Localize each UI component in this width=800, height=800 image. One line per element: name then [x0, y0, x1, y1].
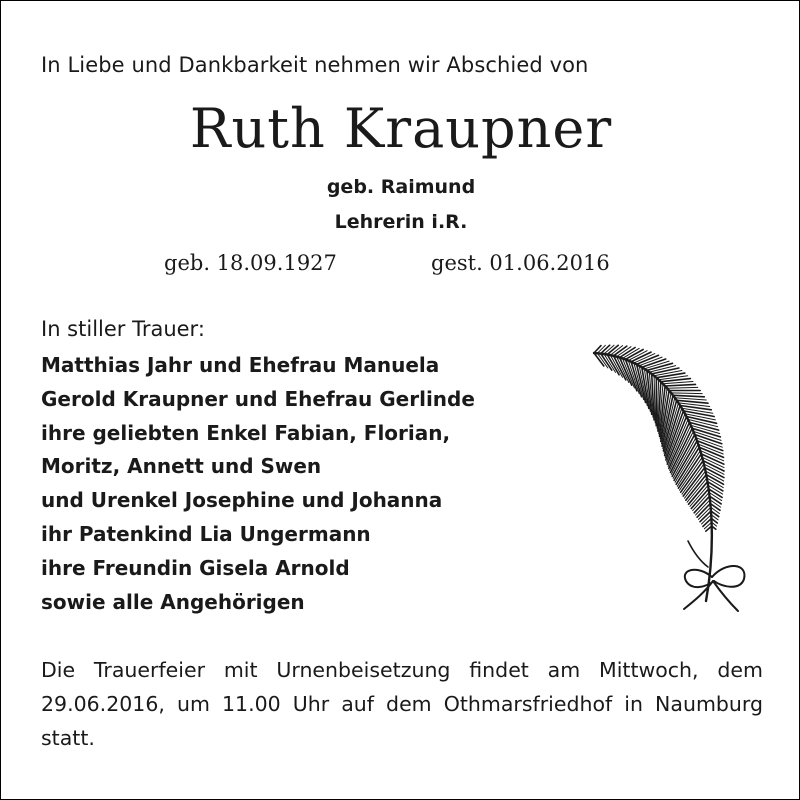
mourner-line: sowie alle Angehörigen	[41, 589, 305, 614]
maiden-name: geb. Raimund	[326, 176, 476, 198]
death-date: gest. 01.06.2016	[431, 251, 610, 275]
mourner-line: und Urenkel Josephine und Johanna	[41, 488, 443, 513]
mourner-line: Gerold Kraupner und Ehefrau Gerlinde	[41, 386, 475, 411]
mourners-list	[41, 349, 475, 619]
profession: Lehrerin i.R.	[334, 211, 468, 233]
deceased-name: Ruth Kraupner	[189, 97, 613, 160]
mourner-line: ihre Freundin Gisela Arnold	[41, 555, 350, 580]
feather-with-ribbon-icon	[576, 339, 766, 619]
mourner-line: Moritz, Annett und Swen	[41, 454, 322, 479]
birth-date: geb. 18.09.1927	[164, 251, 337, 275]
mourners-label: In stiller Trauer:	[41, 317, 205, 341]
intro-text: In Liebe und Dankbarkeit nehmen wir Abschied von	[41, 53, 589, 77]
mourner-line: Matthias Jahr und Ehefrau Manuela	[41, 353, 440, 377]
mourner-line: ihr Patenkind Lia Ungermann	[41, 521, 371, 546]
funeral-details: Die Trauerfeier mit Urnenbeisetzung findet am Mittwoch, dem 29.06.2016, um 11.00 Uhr auf dem Othmarsfriedhof in Naumburg statt.	[41, 658, 763, 750]
mourner-line: ihre geliebten Enkel Fabian, Florian,	[41, 420, 451, 445]
